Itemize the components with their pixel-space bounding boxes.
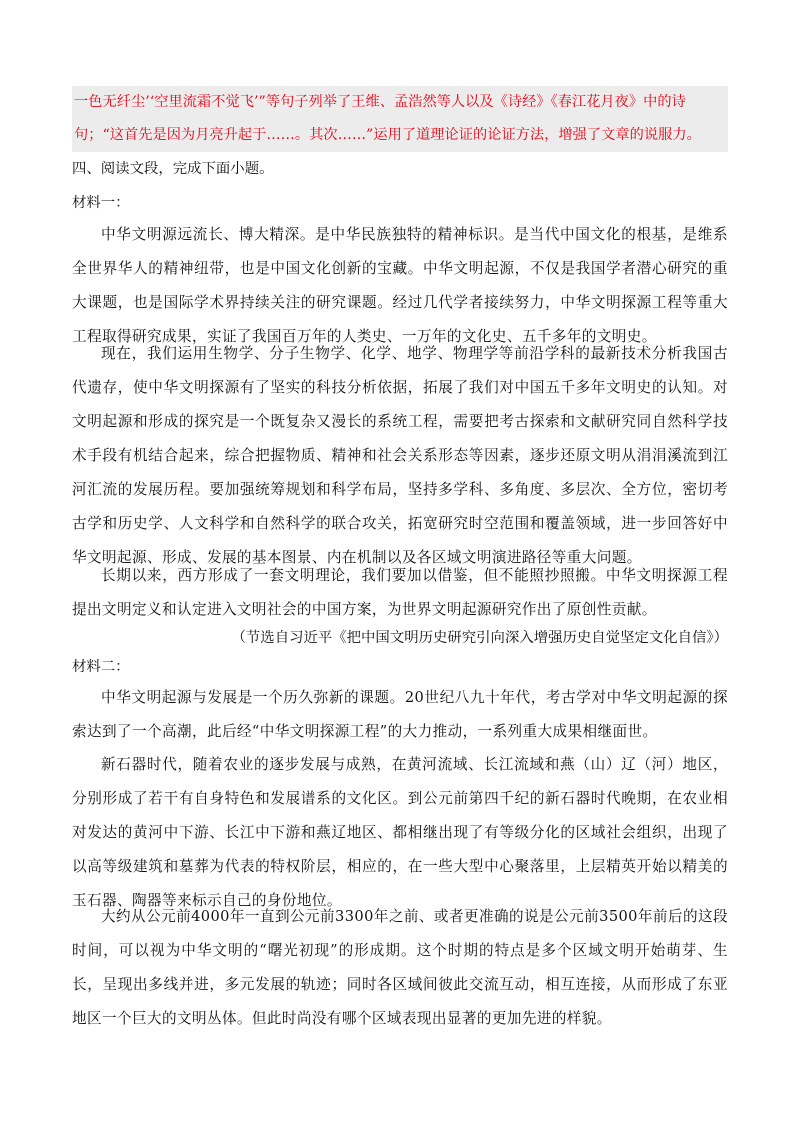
- material-2-paragraph-3: 大约从公元前4000年一直到公元前3300年之前、或者更准确的说是公元前3500年前后的这段时间，可以视为中华文明的“曙光初现”的形成期。这个时期的特点是多个区域文明开始萌芽、生长，呈现出多线并进，多元发展的轨迹；同时各区域间彼此交流互动，相互连接，从而形成了东亚地区一个巨大的文明丛体。但此时尚没有哪个区域表现出显著的更加先进的样貌。: [72, 908, 728, 1027]
- material-1-paragraph-2: 现在，我们运用生物学、分子生物学、化学、地学、物理学等前沿学科的最新技术分析我国古代遗存，使中华文明探源有了坚实的科技分析依据，拓展了我们对中国五千多年文明史的认知。对文明起源和形成的探究是一个既复杂又漫长的系统工程，需要把考古探索和文献研究同自然科学技术手段有机结合起来，综合把握物质、精神和社会关系形态等因素，逐步还原文明从涓涓溪流到江河汇流的发展历程。要加强统筹规划和科学布局，坚持多学科、多角度、多层次、全方位，密切考古学和历史学、人文科学和自然科学的联合攻关，拓宽研究时空范围和覆盖领域，进一步回答好中华文明起源、形成、发展的基本图景、内在机制以及各区域文明演进路径等重大问题。: [72, 345, 728, 566]
- material-2-label: 材料二：: [72, 659, 130, 675]
- answer-line-2: 句；“这首先是因为月亮升起于……。其次……”运用了道理论证的论证方法，增强了文章的说服力。: [74, 127, 701, 143]
- material-1-source: （节选自习近平《把中国文明历史研究引向深入增强历史自觉坚定文化自信》）: [231, 630, 728, 646]
- material-2-paragraph-1: 中华文明起源与发展是一个历久弥新的课题。20世纪八九十年代，考古学对中华文明起源的探索达到了一个高潮，此后经“中华文明探源工程”的大力推动，一系列重大成果相继面世。: [72, 689, 728, 740]
- material-1-paragraph-1: 中华文明源远流长、博大精深。是中华民族独特的精神标识。是当代中国文化的根基，是维系全世界华人的精神纽带，也是中国文化创新的宝藏。中华文明起源，不仅是我国学者潜心研究的重大课题，也是国际学术界持续关注的研究课题。经过几代学者接续努力，中华文明探源工程等重大工程取得研究成果，实证了我国百万年的人类史、一万年的文化史、五千多年的文明史。: [72, 226, 728, 345]
- answer-highlight-box: [72, 86, 728, 152]
- material-1-paragraph-3: 长期以来，西方形成了一套文明理论，我们要加以借鉴，但不能照抄照搬。中华文明探源工程提出文明定义和认定进入文明社会的中国方案，为世界文明起源研究作出了原创性贡献。: [72, 567, 728, 618]
- material-2-paragraph-2: 新石器时代，随着农业的逐步发展与成熟，在黄河流域、长江流域和燕（山）辽（河）地区，分别形成了若干有自身特色和发展谱系的文化区。到公元前第四千纪的新石器时代晚期，在农业相对发达的黄河中下游、长江中下游和燕辽地区、都相继出现了有等级分化的区域社会组织，出现了以高等级建筑和墓葬为代表的特权阶层，相应的，在一些大型中心聚落里，上层精英开始以精美的玉石器、陶器等来标示自己的身份地位。: [72, 756, 728, 909]
- material-1-label: 材料一：: [72, 195, 130, 211]
- section-heading: 四、阅读文段，完成下面小题。: [72, 161, 274, 177]
- answer-line-1: 一色无纤尘’‘空里流霜不觉飞’”等句子列举了王维、孟浩然等人以及《诗经》《春江花月夜》中的诗: [74, 94, 686, 110]
